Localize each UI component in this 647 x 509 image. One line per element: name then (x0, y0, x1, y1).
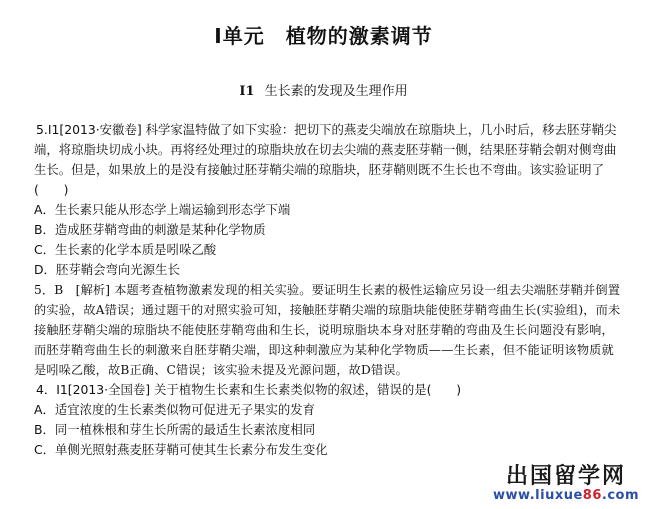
question-5-option-b: B．造成胚芽鞘弯曲的刺激是某种化学物质 (34, 222, 266, 237)
section-heading (0, 80, 647, 99)
question-4-option-c: C．单侧光照射燕麦胚芽鞘可使其生长素分布发生变化 (34, 442, 328, 457)
question-5-option-a: A．生长素只能从形态学上端运输到形态学下端 (34, 202, 291, 217)
watermark-url: www.liuxue86.com (493, 488, 639, 503)
question-5-analysis: 5．B [解析] 本题考查植物激素发现的相关实验。要证明生长素的极性运输应另设一组去尖端胚芽鞘并倒置的实验，故A错误；通过题干的对照实验可知，接触胚芽鞘尖端的琼脂块能使胚芽鞘弯曲生长(实验组)，而未接触胚芽鞘尖端的琼脂块不能使胚芽鞘弯曲和生长，说明琼脂块本身对胚芽鞘的弯曲及生长问题没有影响，而胚芽鞘弯曲生长的刺激来自胚芽鞘尖端，即这种刺激应为某种化学物质——生长素，但不能证明该物质就是吲哚乙酸，故B正确、C错误；该实验未提及光源问题，故D错误。 (34, 283, 621, 377)
question-content (34, 120, 626, 460)
watermark-title: 出国留学网 (506, 464, 627, 489)
question-4-option-b: B．同一植株根和芽生长所需的最适生长素浓度相同 (34, 422, 316, 437)
question-5-option-d: D．胚芽鞘会弯向光源生长 (34, 262, 180, 277)
question-5-stem: 5.I1[2013·安徽卷] 科学家温特做了如下实验：把切下的燕麦尖端放在琼脂块上，几小时后，移去胚芽鞘尖端，将琼脂块切成小块。再将经处理过的琼脂块放在切去尖端的燕麦胚芽鞘一侧，结果胚芽鞘会朝对侧弯曲生长。但是，如果放上的是没有接触过胚芽鞘尖端的琼脂块，胚芽鞘则既不生长也不弯曲。该实验证明了( ) (34, 122, 617, 197)
question-5-option-c: C．生长素的化学本质是吲哚乙酸 (34, 242, 217, 257)
unit-title: I单元 植物的激素调节 (214, 24, 433, 48)
site-watermark (493, 459, 639, 503)
question-4-stem: 4．I1[2013·全国卷] 关于植物生长素和生长素类似物的叙述，错误的是( ) (36, 382, 462, 397)
section-code: I1 (239, 84, 255, 99)
question-4-option-a: A．适宜浓度的生长素类似物可促进无子果实的发育 (34, 402, 316, 417)
section-text: 生长素的发现及生理作用 (264, 84, 408, 99)
